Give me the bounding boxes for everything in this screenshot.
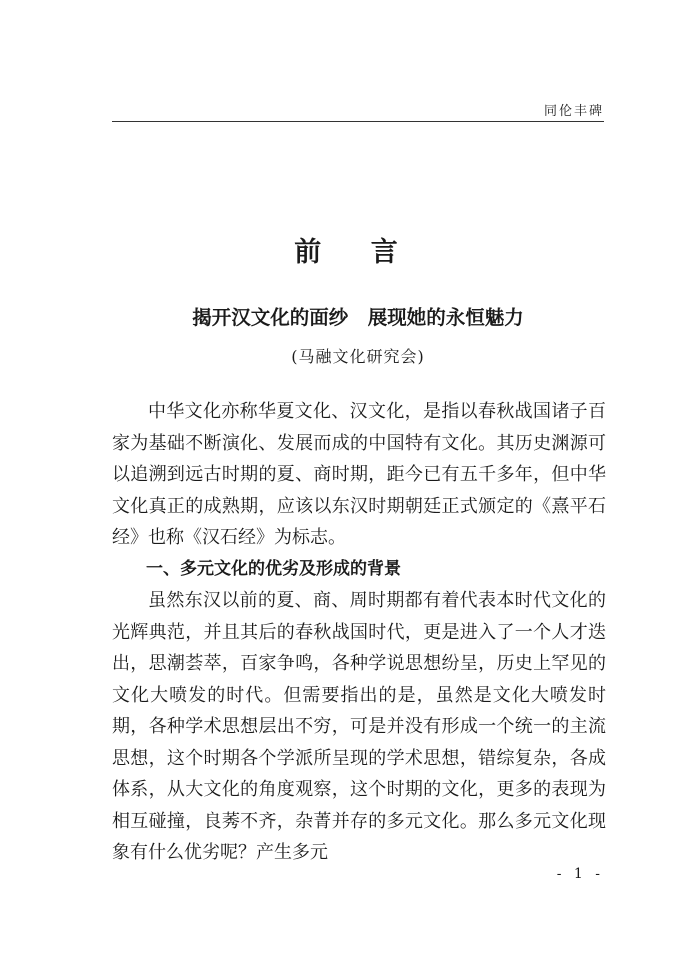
page-number: - 1 - — [556, 866, 604, 882]
section-heading: 一、多元文化的优劣及形成的背景 — [146, 558, 401, 579]
subtitle: 揭开汉文化的面纱 展现她的永恒魅力 — [192, 306, 524, 329]
header-rule — [112, 121, 604, 122]
body-text — [112, 396, 606, 869]
author-line: (马融文化研究会) — [291, 347, 425, 366]
paragraph-intro: 中华文化亦称华夏文化、汉文化，是指以春秋战国诸子百家为基础不断演化、发展而成的中国特有文化。其历史渊源可以追溯到远古时期的夏、商时期，距今已有五千多年，但中华文化真正的成熟期，应该以东汉时期朝廷正式颁定的《熹平石经》也称《汉石经》为标志。 — [112, 401, 606, 548]
paragraph-body: 虽然东汉以前的夏、商、周时期都有着代表本时代文化的光辉典范，并且其后的春秋战国时代，更是进入了一个人才迭出，思潮荟萃，百家争鸣，各种学说思想纷呈，历史上罕见的文化大喷发的时代。但需要指出的是，虽然是文化大喷发时期，各种学术思想层出不穷，可是并没有形成一个统一的主流思想，这个时期各个学派所呈现的学术思想，错综复杂，各成体系，从大文化的角度观察，这个时期的文化，更多的表现为相互碰撞，良莠不齐，杂菁并存的多元文化。那么多元文化现象有什么优劣呢？产生多元 — [112, 590, 606, 863]
page-title: 前 言 — [294, 237, 418, 268]
running-header: 同伦丰碑 — [543, 104, 604, 119]
